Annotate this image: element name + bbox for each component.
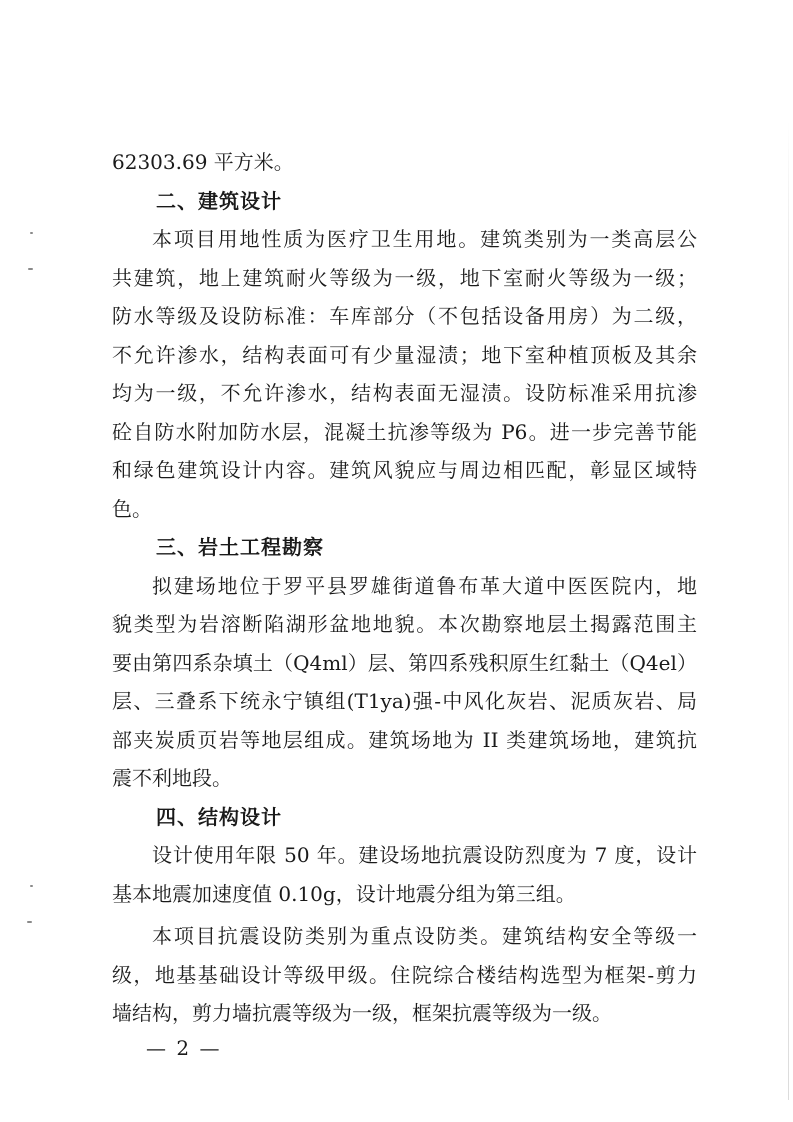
body-line: 色。 — [112, 496, 152, 521]
body-line: 基本地震加速度值 0.10g，设计地震分组为第三组。 — [112, 881, 576, 906]
body-line: 和绿色建筑设计内容。建筑风貌应与周边相匹配，彰显区域特 — [112, 458, 697, 482]
body-line: 均为一级，不允许渗水，结构表面无湿渍。设防标准采用抗渗 — [112, 381, 697, 405]
body-line: 震不利地段。 — [112, 766, 232, 790]
document-body — [112, 143, 697, 1033]
section-heading-architecture: 二、建筑设计 — [156, 188, 282, 213]
scan-edge-shadow — [788, 120, 789, 1100]
section-heading-structure: 四、结构设计 — [156, 804, 282, 829]
body-line: 设计使用年限 50 年。建设场地抗震设防烈度为 7 度，设计 — [152, 843, 697, 867]
body-line: 共建筑，地上建筑耐火等级为一级，地下室耐火等级为一级； — [112, 265, 697, 290]
body-line: 要由第四系杂填土（Q4ml）层、第四系残积原生红黏土（Q4el） — [112, 650, 697, 675]
body-line: 不允许渗水，结构表面可有少量湿渍；地下室种植顶板及其余 — [112, 342, 697, 367]
body-line: 墙结构，剪力墙抗震等级为一级，框架抗震等级为一级。 — [112, 1001, 612, 1025]
scan-speck — [27, 921, 32, 923]
page-number: — 2 — — [146, 1036, 222, 1060]
body-line: 部夹炭质页岩等地层组成。建筑场地为 II 类建筑场地，建筑抗 — [112, 727, 697, 752]
body-line: 貌类型为岩溶断陷湖形盆地地貌。本次勘察地层土揭露范围主 — [112, 612, 697, 636]
body-line: 本项目用地性质为医疗卫生用地。建筑类别为一类高层公 — [152, 227, 697, 251]
body-line: 62303.69 平方米。 — [112, 150, 294, 174]
body-line: 本项目抗震设防类别为重点设防类。建筑结构安全等级一 — [152, 924, 697, 948]
body-line: 防水等级及设防标准：车库部分（不包括设备用房）为二级， — [112, 304, 697, 328]
body-line: 拟建场地位于罗平县罗雄街道鲁布革大道中医医院内，地 — [152, 573, 697, 598]
scan-speck — [30, 232, 33, 234]
body-line: 级，地基基础设计等级甲级。住院综合楼结构选型为框架-剪力 — [112, 962, 697, 987]
scan-speck — [28, 268, 33, 270]
body-line: 砼自防水附加防水层，混凝土抗渗等级为 P6。进一步完善节能 — [112, 419, 697, 444]
scan-speck — [30, 885, 33, 887]
section-heading-geotechnical: 三、岩土工程勘察 — [156, 535, 324, 559]
body-line: 层、三叠系下统永宁镇组(T1ya)强-中风化灰岩、泥质灰岩、局 — [112, 689, 697, 713]
